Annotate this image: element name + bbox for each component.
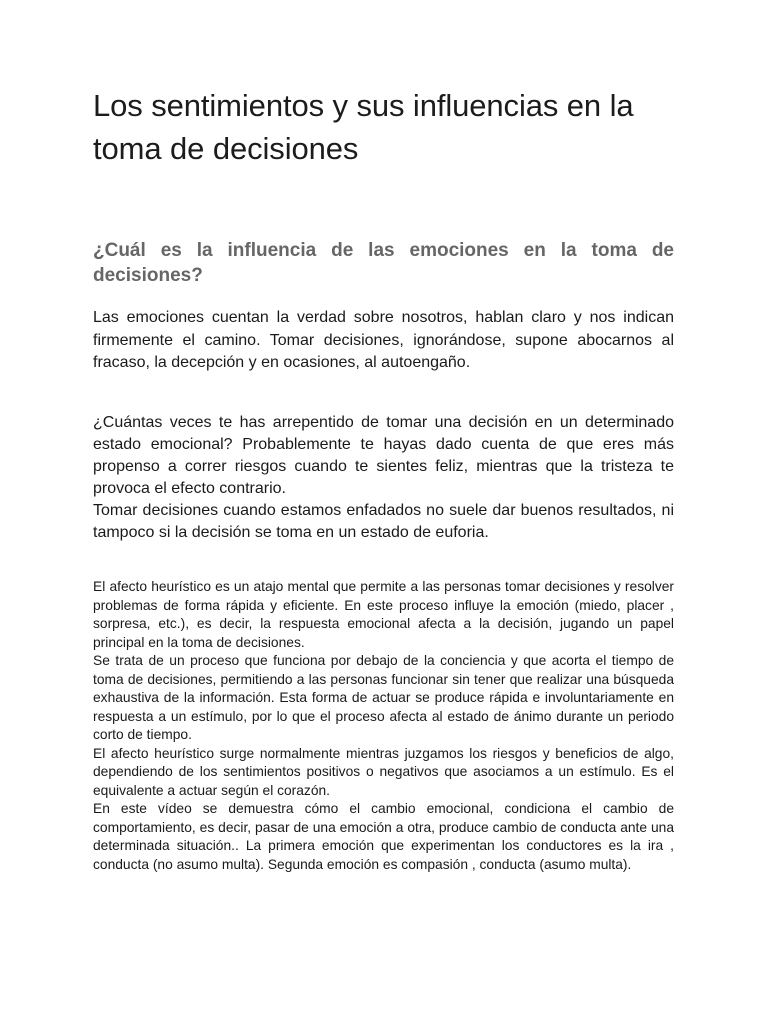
paragraph: El afecto heurístico surge normalmente mientras juzgamos los riesgos y beneficios de algo, dependiendo de los sentimientos positivos o negativos que asociamos a un estímulo. Es el equivalente a actuar según el corazón. [93, 745, 674, 798]
paragraph: Se trata de un proceso que funciona por debajo de la conciencia y que acorta el tiempo de toma de decisiones, permitiendo a las personas funcionar sin tener que realizar una búsqueda exhaustiva de la información. Esta forma de actuar se produce rápida e involuntariamente en respuesta a un estímulo, por lo que el proceso afecta al estado de ánimo durante un periodo corto de tiempo. [93, 653, 674, 742]
paragraph: El afecto heurístico es un atajo mental que permite a las personas tomar decisiones y resolver problemas de forma rápida y eficiente. En este proceso influye la emoción (miedo, placer , sorpresa, etc.), es decir, la respuesta emocional afecta a la decisión, jugando un papel principal en la toma de decisiones. [93, 579, 674, 650]
paragraph-block-intro [93, 307, 674, 375]
paragraph-block-heuristic [93, 578, 674, 874]
paragraph: En este vídeo se demuestra cómo el cambio emocional, condiciona el cambio de comportamiento, es decir, pasar de una emoción a otra, produce cambio de conducta ante una determinada situación.. La primera emoción que experimentan los conductores es la ira , conducta (no asumo multa). Segunda emoción es compasión , conducta (asumo multa). [93, 801, 674, 872]
paragraph: ¿Cuántas veces te has arrepentido de tomar una decisión en un determinado estado emocional? Probablemente te hayas dado cuenta de que eres más propenso a correr riesgos cuando te sientes feliz, mientras que la tristeza te provoca el efecto contrario. [93, 414, 674, 497]
paragraph: Las emociones cuentan la verdad sobre nosotros, hablan claro y nos indican firmemente el camino. Tomar decisiones, ignorándose, supone abocarnos al fracaso, la decepción y en ocasiones, al autoengaño. [93, 309, 674, 371]
paragraph: Tomar decisiones cuando estamos enfadados no suele dar buenos resultados, ni tampoco si la decisión se toma en un estado de euforia. [93, 502, 674, 541]
page-title: Los sentimientos y sus influencias en la toma de decisiones [93, 88, 634, 166]
section-heading: ¿Cuál es la influencia de las emociones en la toma de decisiones? [93, 240, 674, 286]
document-page [93, 84, 674, 872]
paragraph-block-questions [93, 412, 674, 544]
